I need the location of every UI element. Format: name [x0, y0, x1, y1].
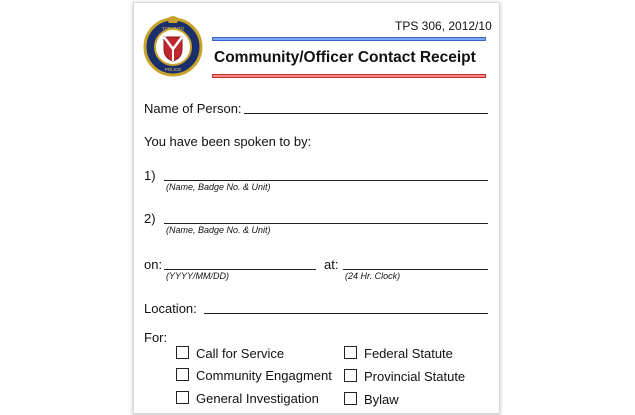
- header-red-bar: [212, 74, 486, 78]
- spoken-to-by-label: You have been spoken to by:: [144, 134, 312, 149]
- contact-receipt-form: [133, 2, 500, 414]
- officer-1-hint: (Name, Badge No. & Unit): [166, 182, 271, 192]
- header-blue-bar: [212, 37, 486, 41]
- officer-2-number: 2): [144, 211, 156, 226]
- time-field[interactable]: [343, 269, 488, 270]
- form-title: Community/Officer Contact Receipt: [214, 49, 476, 66]
- location-label: Location:: [144, 301, 197, 316]
- bylaw-checkbox[interactable]: [344, 392, 357, 405]
- name-of-person-label: Name of Person:: [144, 101, 242, 116]
- provincial-statute-checkbox[interactable]: [344, 369, 357, 382]
- officer-1-number: 1): [144, 168, 156, 183]
- logo-text-bottom: POLICE: [164, 67, 182, 72]
- community-engagement-label: Community Engagment: [196, 368, 332, 383]
- date-hint: (YYYY/MM/DD): [166, 271, 229, 281]
- officer-2-hint: (Name, Badge No. & Unit): [166, 225, 271, 235]
- on-label: on:: [144, 257, 163, 272]
- name-of-person-field[interactable]: [244, 113, 488, 114]
- federal-statute-checkbox[interactable]: [344, 346, 357, 359]
- logo-text-top: TORONTO: [161, 26, 185, 31]
- toronto-police-badge-icon: [142, 11, 204, 77]
- general-investigation-label: General Investigation: [196, 391, 319, 406]
- call-for-service-label: Call for Service: [196, 346, 285, 361]
- bylaw-label: Bylaw: [364, 392, 399, 407]
- date-field[interactable]: [164, 269, 316, 270]
- for-label: For:: [144, 330, 168, 345]
- federal-statute-label: Federal Statute: [364, 346, 453, 361]
- general-investigation-checkbox[interactable]: [176, 391, 189, 404]
- officer-1-field[interactable]: [164, 180, 488, 181]
- community-engagement-checkbox[interactable]: [176, 368, 189, 381]
- officer-2-field[interactable]: [164, 223, 488, 224]
- at-label: at:: [324, 257, 339, 272]
- time-hint: (24 Hr. Clock): [345, 271, 401, 281]
- provincial-statute-label: Provincial Statute: [364, 369, 466, 384]
- form-code: TPS 306, 2012/10: [395, 19, 492, 33]
- call-for-service-checkbox[interactable]: [176, 346, 189, 359]
- location-field[interactable]: [204, 313, 488, 314]
